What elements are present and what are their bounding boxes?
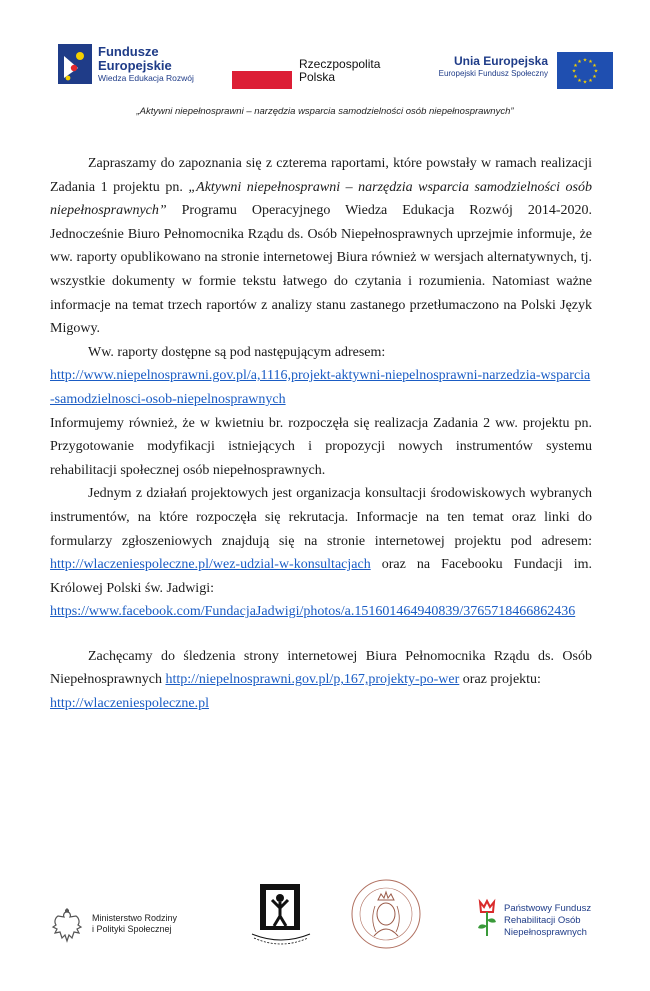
- ministry-line2: i Polityki Społecznej: [92, 924, 172, 934]
- page-footer: [0, 870, 650, 970]
- svg-text:★: ★: [577, 78, 582, 84]
- svg-text:★: ★: [571, 68, 577, 75]
- fundusze-line3: Wiedza Edukacja Rozwój: [98, 73, 194, 83]
- p4-text-a: Jednym z działań projektowych jest organizacja konsultacji środowiskowych wybranych instrumentów, na które rozpoczęła się rekrutacja. Informacje na ten temat oraz linki do formularzy zgłoszeniowych znajdują się na stronie internetowej projektu pod adresem:: [50, 486, 592, 549]
- paragraph-3: Informujemy również, że w kwietniu br. rozpoczęła się realizacja Zadania 2 ww. projektu pn. Przygotowanie modyfikacji istniejących i propozycji nowych instrumentów systemu rehabilitacji społecznej osób niepełnosprawnych.: [50, 415, 592, 478]
- svg-text:★: ★: [592, 74, 597, 80]
- svg-text:★: ★: [582, 57, 588, 64]
- project-subtitle: „Aktywni niepełnosprawni – narzędzia wsparcia samodzielności osób niepełnosprawnych”: [136, 106, 514, 117]
- foundation-door-logo-icon: [244, 880, 318, 952]
- wlaczenie-link[interactable]: http://wlaczeniespoleczne.pl: [50, 696, 209, 712]
- paragraph-link1: [50, 364, 592, 411]
- rp-line2: Polska: [299, 70, 336, 84]
- paragraph-2: Ww. raporty dostępne są pod następującym adresem:: [88, 344, 386, 360]
- pfron-logo: [474, 898, 614, 948]
- fundusze-europejskie-icon: [58, 44, 94, 86]
- paragraph-link5: [50, 692, 592, 716]
- consultations-link[interactable]: http://wlaczeniespoleczne.pl/wez-udzial-w-konsultacjach: [50, 557, 371, 573]
- eagle-emblem-icon: [50, 908, 84, 946]
- svg-text:★: ★: [593, 68, 599, 75]
- svg-text:★: ★: [582, 79, 588, 86]
- p1-text-b: Programu Operacyjnego Wiedza Edukacja Rozwój 2014-2020. Jednocześnie Biuro Pełnomocnika Rządu ds. Osób Niepełnosprawnych uprzejmie informuje, że ww. raporty opublikowano na stronie internetowej Biura również w wersjach alternatywnych, tj. wszystkie dokumenty w formie tekstu łatwego do czytania i rozumienia. Natomiast ważne informacje na temat trzech raportów z analizy stanu zastanego przetłumaczono na Polski Język Migowy.: [50, 203, 592, 337]
- rp-line1: Rzeczpospolita: [299, 57, 381, 71]
- svg-text:★: ★: [573, 63, 578, 69]
- unia-europejska-logo: [420, 52, 615, 92]
- fundusze-line2: Europejskie: [98, 58, 172, 73]
- p5-text-b: oraz projektu:: [462, 672, 541, 688]
- paragraph-1: [50, 152, 592, 341]
- pfron-flower-icon: [474, 898, 500, 938]
- rzeczpospolita-polska-logo: [232, 56, 392, 96]
- paragraph-link3: [50, 600, 592, 624]
- pfron-line2: Rehabilitacji Osób: [504, 915, 581, 926]
- paragraph-5: [50, 645, 592, 692]
- p4-text-b: oraz na Facebooku Fundacji im. Królowej Polski św. Jadwigi:: [50, 557, 592, 596]
- reports-link[interactable]: http://www.niepelnosprawni.gov.pl/a,1116,projekt-aktywni-niepelnosprawni-narzedzia-wsparcia-samodzielnosci-osob-niepelnosprawnych: [50, 368, 591, 407]
- svg-text:★: ★: [588, 78, 593, 84]
- jadwiga-foundation-seal-icon: [348, 876, 424, 952]
- pfron-line1: Państwowy Fundusz: [504, 903, 592, 914]
- eu-line2: Europejski Fundusz Społeczny: [438, 69, 548, 78]
- fundusze-line1: Fundusze: [98, 44, 159, 59]
- eu-line1: Unia Europejska: [453, 54, 548, 68]
- ministry-logo: [50, 908, 200, 948]
- ministry-line1: Ministerstwo Rodziny: [92, 913, 178, 923]
- svg-text:★: ★: [592, 63, 597, 69]
- p5-text-a: Zachęcamy do śledzenia strony internetowej Biura Pełnomocnika Rządu ds. Osób Niepełnosprawnych: [50, 648, 592, 688]
- p1-project-title: „Aktywni niepełnosprawni – narzędzia wsparcia samodzielności osób niepełnosprawnych”: [50, 179, 592, 219]
- paragraph-4: [50, 482, 592, 600]
- biuro-projects-link[interactable]: http://niepelnosprawni.gov.pl/p,167,projekty-po-wer: [165, 672, 460, 688]
- p1-text-a: Zapraszamy do zapoznania się z czterema raportami, które powstały w ramach realizacji Zadania 1 projektu pn.: [50, 156, 592, 195]
- letter-body: [50, 152, 592, 716]
- svg-text:★: ★: [577, 59, 582, 65]
- pfron-line3: Niepełnosprawnych: [504, 927, 587, 938]
- polish-flag-icon: [232, 71, 292, 89]
- svg-text:★: ★: [573, 74, 578, 80]
- svg-text:★: ★: [588, 59, 593, 65]
- page-header: [0, 0, 650, 117]
- facebook-link[interactable]: https://www.facebook.com/FundacjaJadwigi/photos/a.151601464940839/3765718466862436: [50, 604, 576, 620]
- fundusze-europejskie-logo: [58, 44, 228, 94]
- eu-flag-icon: [557, 52, 613, 89]
